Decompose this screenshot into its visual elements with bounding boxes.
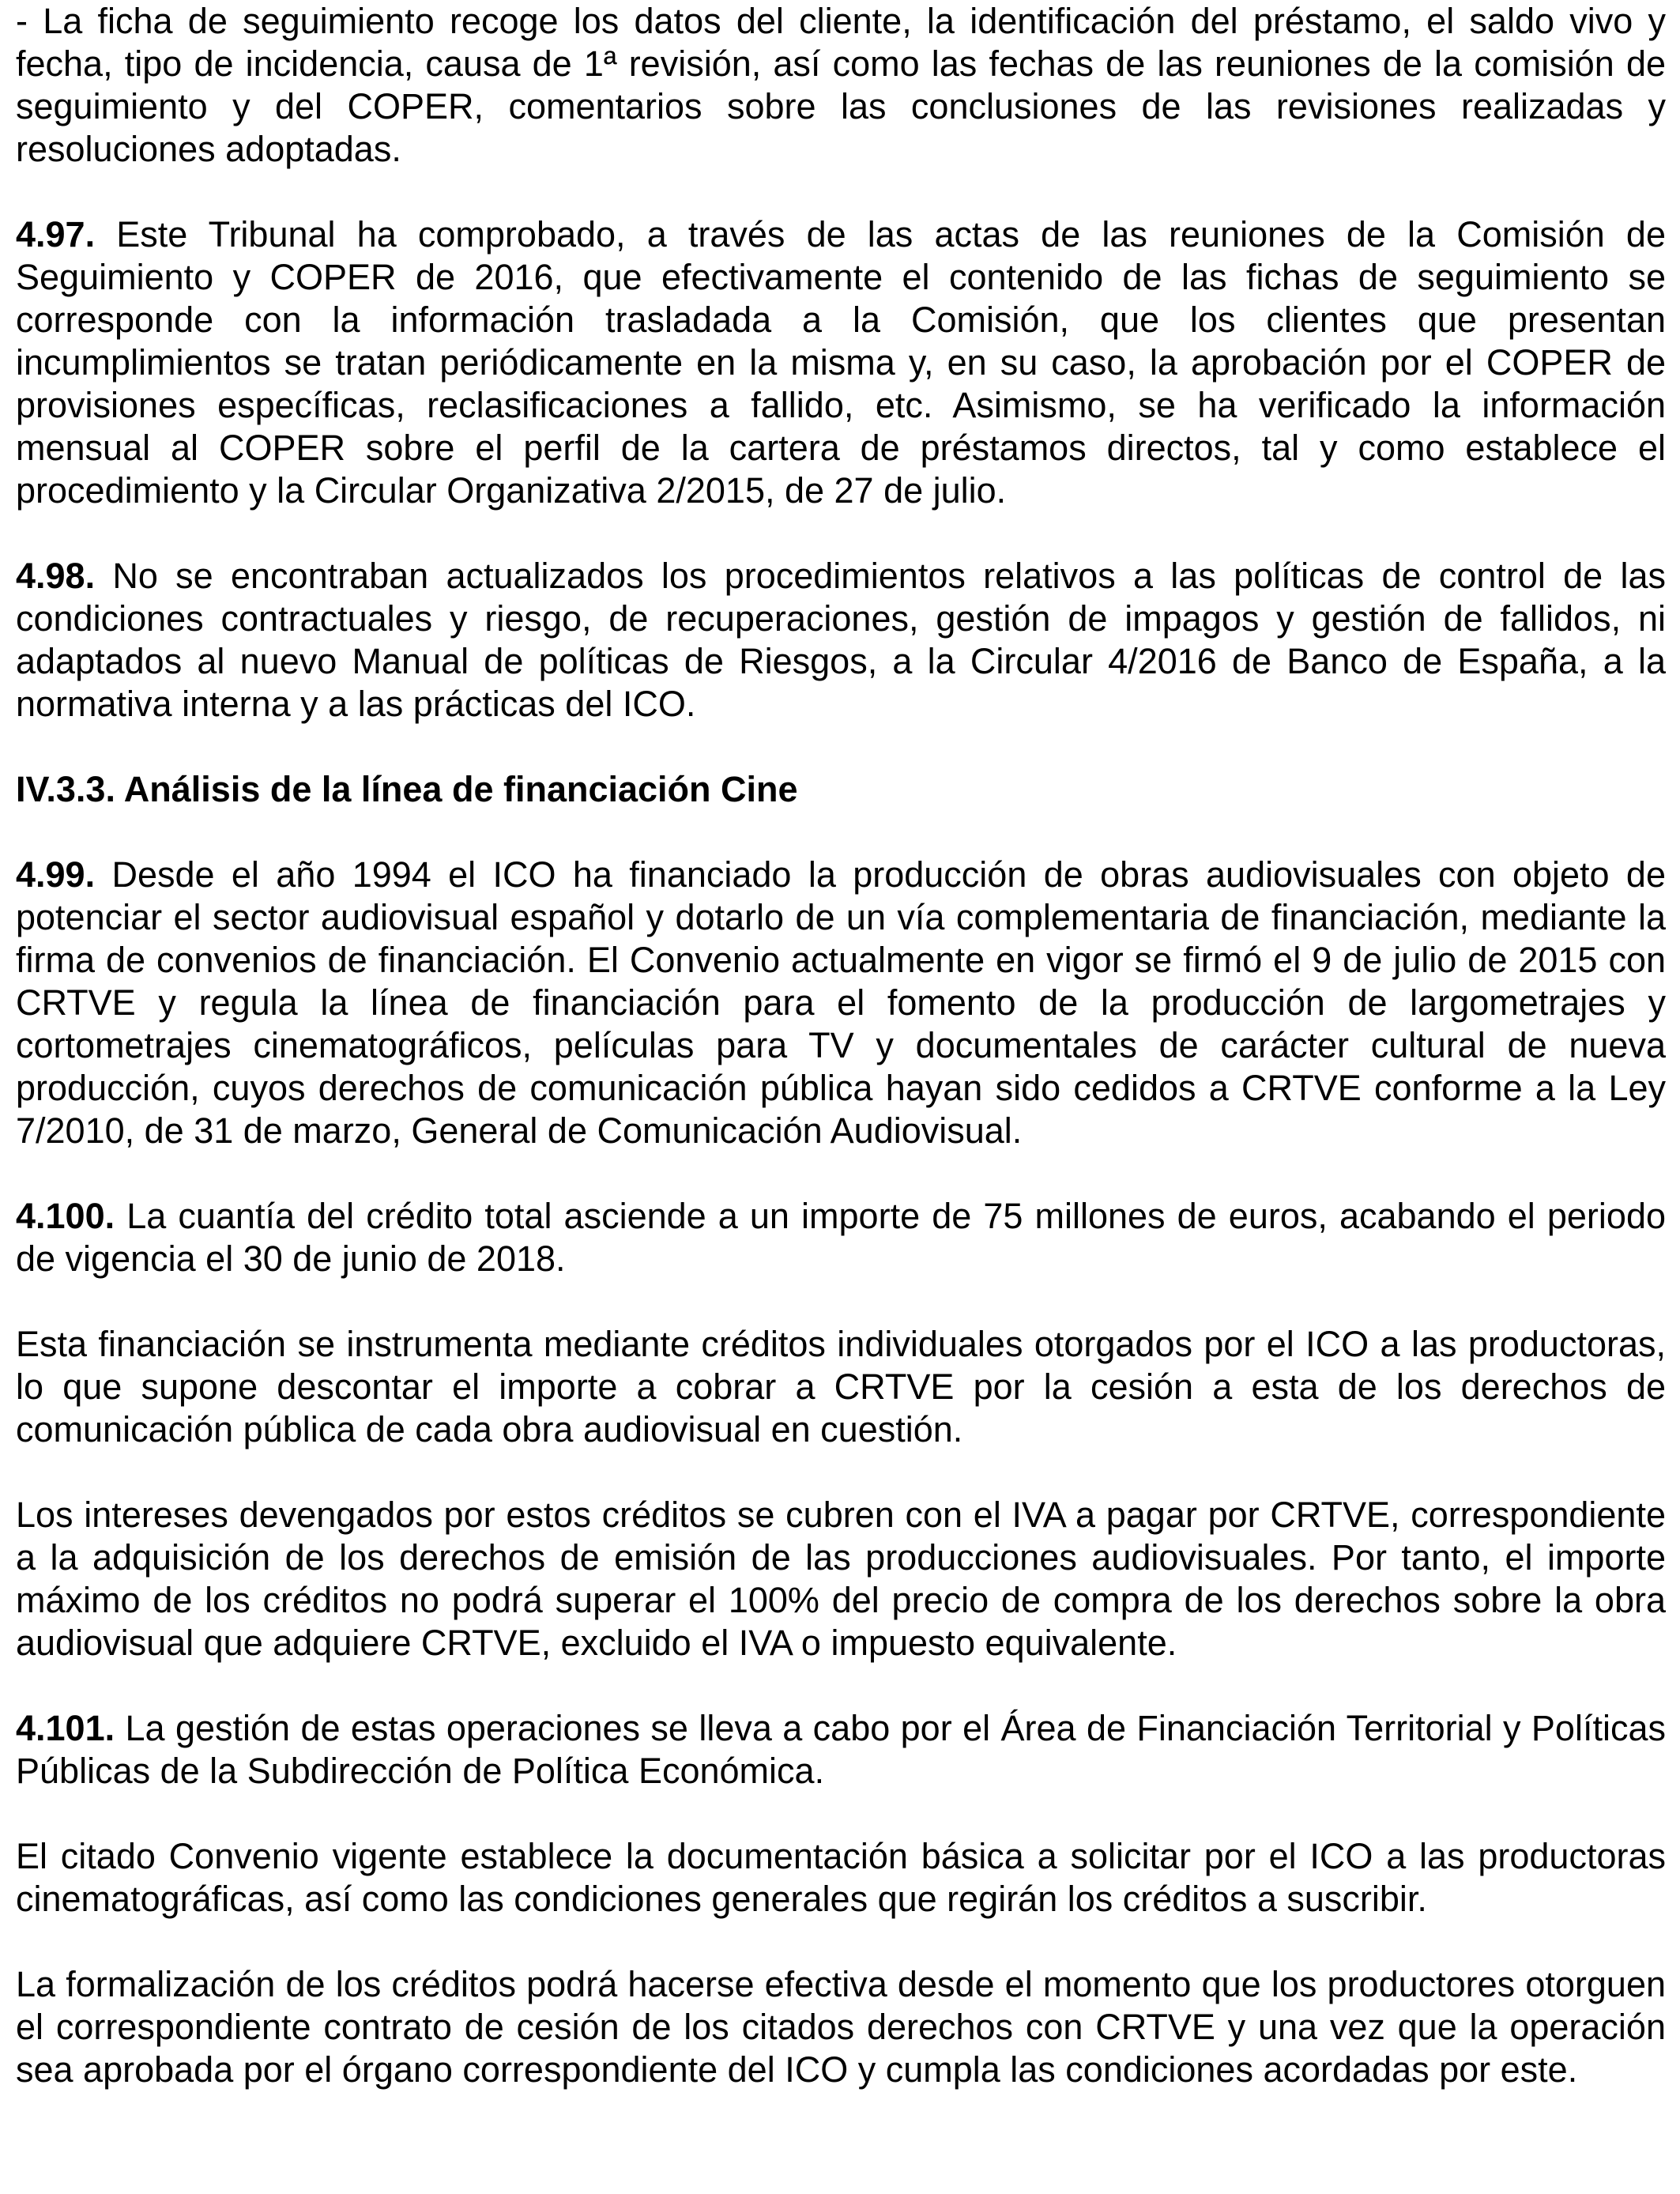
paragraph-4-101 — [16, 1707, 1666, 1793]
paragraph-intereses — [16, 1494, 1666, 1664]
paragraph-number: 4.98. — [16, 556, 96, 596]
paragraph-ficha-seguimiento — [16, 0, 1666, 171]
paragraph-text: La formalización de los créditos podrá hacerse efectiva desde el momento que los productores otorguen el correspondiente contrato de cesión de los citados derechos con CRTVE y una vez que la operación sea aprobada por el órgano correspondiente del ICO y cumpla las condiciones acordadas por este. — [16, 1964, 1666, 2090]
paragraph-4-100 — [16, 1195, 1666, 1280]
paragraph-text: Desde el año 1994 el ICO ha financiado la producción de obras audiovisuales con objeto de potenciar el sector audiovisual español y dotarlo de un vía complementaria de financiación, mediante la firma de convenios de financiación. El Convenio actualmente en vigor se firmó el 9 de julio de 2015 con CRTVE y regula la línea de financiación para el fomento de la producción de largometrajes y cortometrajes cinematográficos, películas para TV y documentales de carácter cultural de nueva producción, cuyos derechos de comunicación pública hayan sido cedidos a CRTVE conforme a la Ley 7/2010, de 31 de marzo, General de Comunicación Audiovisual. — [16, 854, 1666, 1151]
paragraph-text: Esta financiación se instrumenta mediante créditos individuales otorgados por el ICO a las productoras, lo que supone descontar el importe a cobrar a CRTVE por la cesión a esta de los derechos de comunicación pública de cada obra audiovisual en cuestión. — [16, 1324, 1666, 1449]
paragraph-text: El citado Convenio vigente establece la documentación básica a solicitar por el ICO a las productoras cinematográficas, así como las condiciones generales que regirán los créditos a suscribir. — [16, 1836, 1666, 1919]
paragraph-number: 4.97. — [16, 214, 96, 254]
paragraph-number: 4.101. — [16, 1708, 115, 1748]
document-page — [16, 0, 1666, 2134]
paragraph-formalizacion — [16, 1963, 1666, 2091]
paragraph-convenio — [16, 1835, 1666, 1921]
paragraph-4-98 — [16, 555, 1666, 726]
paragraph-4-99 — [16, 854, 1666, 1152]
paragraph-4-97 — [16, 213, 1666, 512]
paragraph-number: 4.100. — [16, 1196, 115, 1236]
paragraph-text: Los intereses devengados por estos créditos se cubren con el IVA a pagar por CRTVE, correspondiente a la adquisición de los derechos de emisión de las producciones audiovisuales. Por tanto, el importe máximo de los créditos no podrá superar el 100% del precio de compra de los derechos sobre la obra audiovisual que adquiere CRTVE, excluido el IVA o impuesto equivalente. — [16, 1495, 1666, 1663]
paragraph-financiacion — [16, 1323, 1666, 1451]
paragraph-text: - La ficha de seguimiento recoge los datos del cliente, la identificación del préstamo, el saldo vivo y fecha, tipo de incidencia, causa de 1ª revisión, así como las fechas de las reuniones de la comisión de seguimiento y del COPER, comentarios sobre las conclusiones de las revisiones realizadas y resoluciones adoptadas. — [16, 1, 1666, 169]
paragraph-text: La gestión de estas operaciones se lleva a cabo por el Área de Financiación Territorial y Políticas Públicas de la Subdirección de Política Económica. — [16, 1708, 1666, 1791]
paragraph-number: 4.99. — [16, 854, 96, 895]
paragraph-text: Este Tribunal ha comprobado, a través de las actas de las reuniones de la Comisión de Seguimiento y COPER de 2016, que efectivamente el contenido de las fichas de seguimiento se corresponde con la información trasladada a la Comisión, que los clientes que presentan incumplimientos se tratan periódicamente en la misma y, en su caso, la aprobación por el COPER de provisiones específicas, reclasificaciones a fallido, etc. Asimismo, se ha verificado la información mensual al COPER sobre el perfil de la cartera de préstamos directos, tal y como establece el procedimiento y la Circular Organizativa 2/2015, de 27 de julio. — [16, 214, 1666, 511]
section-heading: IV.3.3. Análisis de la línea de financiación Cine — [16, 769, 798, 809]
paragraph-text: La cuantía del crédito total asciende a un importe de 75 millones de euros, acabando el periodo de vigencia el 30 de junio de 2018. — [16, 1196, 1666, 1279]
paragraph-text: No se encontraban actualizados los procedimientos relativos a las políticas de control de las condiciones contractuales y riesgo, de recuperaciones, gestión de impagos y gestión de fallidos, ni adaptados al nuevo Manual de políticas de Riesgos, a la Circular 4/2016 de Banco de España, a la normativa interna y a las prácticas del ICO. — [16, 556, 1666, 724]
